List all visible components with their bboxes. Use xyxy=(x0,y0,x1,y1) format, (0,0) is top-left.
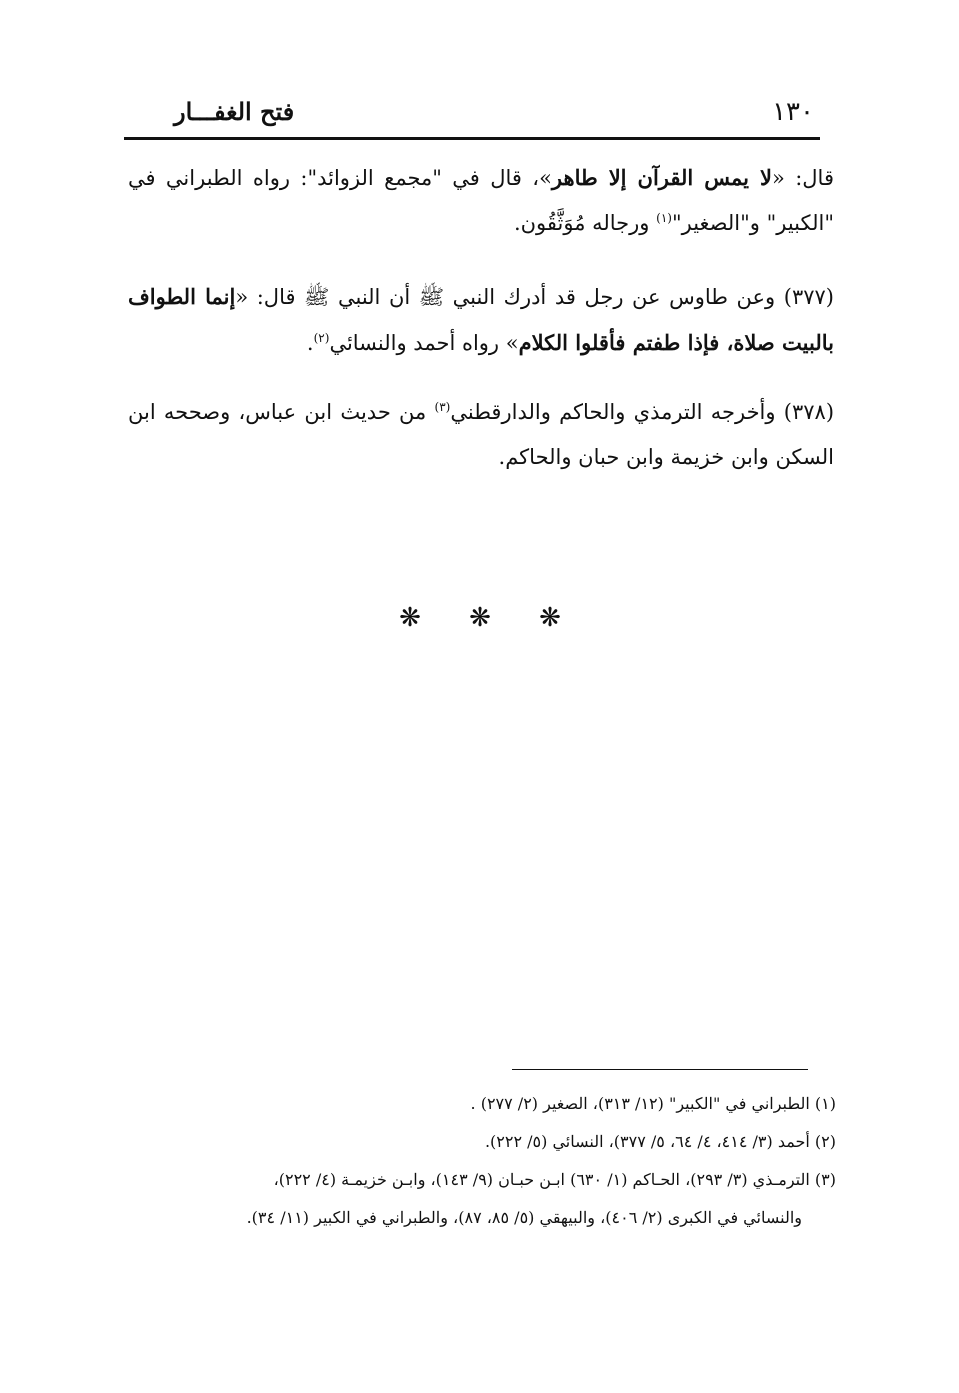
asterism-icon: ❋ xyxy=(469,603,491,633)
footnote-3-line-1: (٣) الترمـذي (٣/ ٢٩٣)، الحـاكم (١/ ٦٣٠) ابـن حبـان (٩/ ١٤٣)، وابـن خزيمـة (٤/ ٢٢٢)، xyxy=(273,1170,836,1189)
para1-lead: قال: « xyxy=(772,166,834,190)
page-header xyxy=(124,94,820,134)
footnote-ref-2[interactable]: (٢) xyxy=(313,331,330,345)
header-rule xyxy=(124,137,820,140)
para2-rest: » رواه أحمد والنسائي xyxy=(329,331,519,355)
para2-tail: . xyxy=(306,331,314,355)
main-text xyxy=(128,155,834,504)
page-number: ١٣٠ xyxy=(772,97,814,127)
section-separator xyxy=(390,598,570,638)
footnote-3-line-2: والنسائي في الكبرى (٢/ ٤٠٦)، والبيهقي (٥/ ٨٥، ٨٧)، والطبراني في الكبير (١١/ ٣٤). xyxy=(246,1208,802,1227)
footnotes xyxy=(130,1086,836,1238)
footnote-ref-3[interactable]: (٣) xyxy=(434,400,451,414)
para1-rest: »، قال في "مجمع الزوائد": رواه الطبراني في "الكبير" و"الصغير" xyxy=(128,166,834,235)
footnote-1: (١) الطبراني في "الكبير" (١٢/ ٣١٣)، الصغير (٢/ ٢٧٧) . xyxy=(470,1094,836,1113)
para3-rest: من حديث ابن عباس، وصححه ابن السكن وابن خزيمة وابن حبان والحاكم. xyxy=(128,400,834,469)
asterism-icon: ❋ xyxy=(399,603,421,633)
para2-lead: (٣٧٧) وعن طاوس عن رجل قد أدرك النبي ﷺ أن النبي ﷺ قال: « xyxy=(235,285,834,309)
paragraph-1 xyxy=(128,155,834,246)
para1-tail: ورجاله مُوَثَّقُون. xyxy=(513,211,657,235)
asterism-icon: ❋ xyxy=(539,603,561,633)
paragraph-377 xyxy=(128,274,834,366)
footnote-rule xyxy=(512,1069,808,1070)
para3-lead: (٣٧٨) وأخرجه الترمذي والحاكم والدارقطني xyxy=(450,400,835,424)
hadith-text-2: إنما الطواف بالبيت صلاة، فإذا طفتم فأقلوا الكلام xyxy=(128,284,834,355)
hadith-text-1: لا يمس القرآن إلا طاهر xyxy=(551,165,772,190)
footnote-ref-1[interactable]: (١) xyxy=(656,211,672,225)
footnote-2: (٢) أحمد (٣/ ٤١٤، ٤/ ٦٤، ٥/ ٣٧٧)، النسائي (٥/ ٢٢٢). xyxy=(484,1132,836,1151)
running-title: فتح الغفـــار xyxy=(174,97,295,126)
paragraph-378 xyxy=(128,390,834,480)
